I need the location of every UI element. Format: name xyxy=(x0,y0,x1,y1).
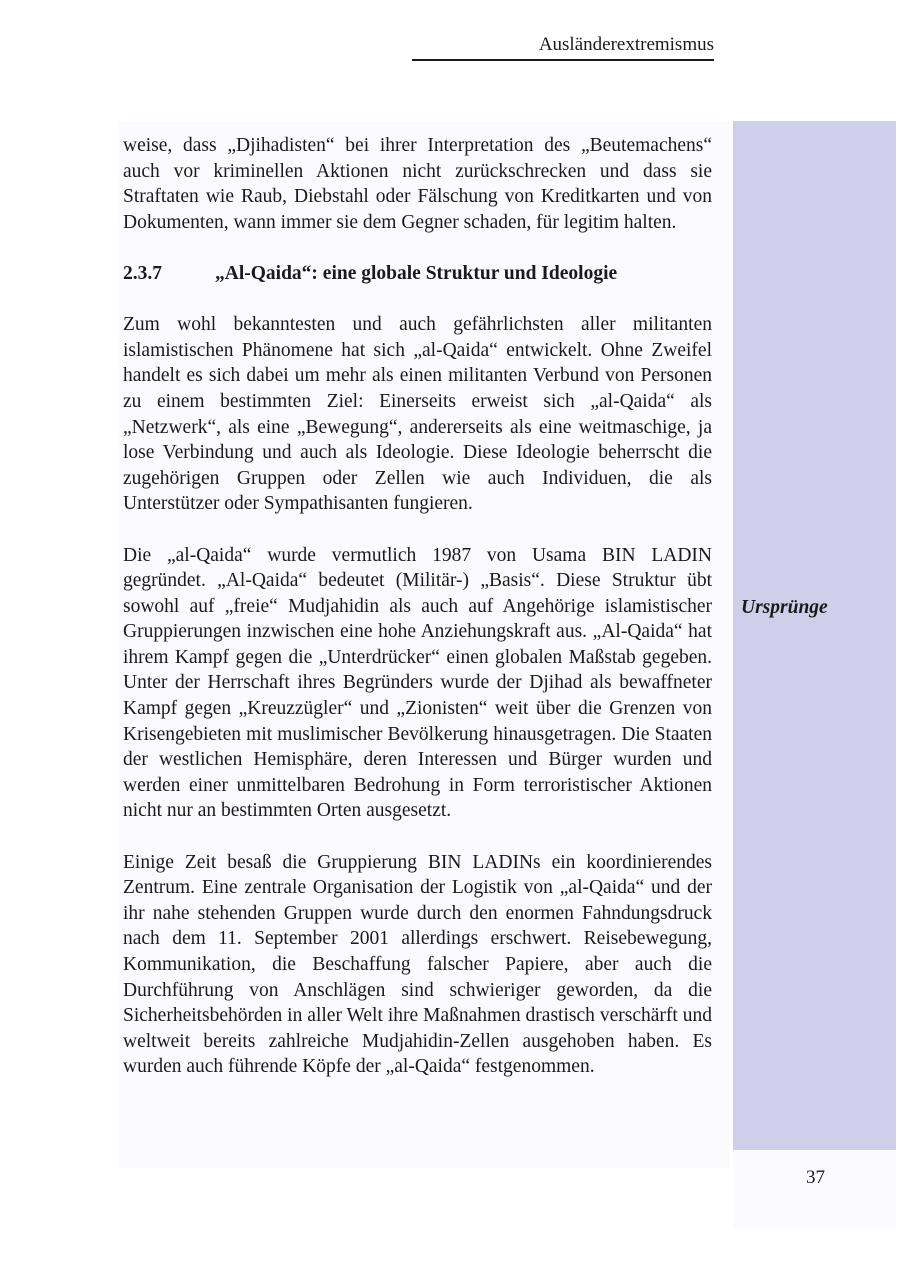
paragraph-2: Zum wohl bekanntesten und auch gefährlichsten aller militanten islamistischen Phänomene hat sich „al-Qaida“ entwickelt. Ohne Zweifel handelt es sich dabei um mehr als einen militanten Verbund von Personen zu einem bestimmten Ziel: Einerseits erweist sich „al-Qaida“ als „Netzwerk“, als eine „Bewegung“, andererseits als eine weitmaschige, ja lose Verbindung und auch als Ideologie. Diese Ideologie beherrscht die zugehörigen Gruppen oder Zellen wie auch Individuen, die als Unterstützer oder Sympathisanten fungieren. xyxy=(123,314,712,515)
page-number: 37 xyxy=(806,1167,825,1188)
section-title: „Al-Qaida“: eine globale Struktur und Ideologie xyxy=(215,262,618,284)
body-text xyxy=(123,133,712,1106)
paragraph-4: Einige Zeit besaß die Gruppierung BIN LADINs ein koordinierendes Zentrum. Eine zentrale Organisation der Logistik von „al-Qaida“ und der ihr nahe stehenden Gruppen wurde durch den enormen Fahndungsdruck nach dem 11. September 2001 allerdings erschwert. Reisebewegung, Kommunikation, die Beschaffung falscher Papiere, aber auch die Durchführung von Anschlägen sind schwieriger geworden, da die Sicherheitsbehörden in aller Welt ihre Maßnahmen drastisch verschärft und weltweit bereits zahlreiche Mudjahidin-Zellen ausgehoben haben. Es wurden auch führende Köpfe der „al-Qaida“ festgenommen. xyxy=(123,851,712,1078)
section-heading xyxy=(123,261,712,287)
paragraph-1: weise, dass „Djihadisten“ bei ihrer Interpretation des „Beutemachens“ auch vor kriminellen Aktionen nicht zurückschrecken und dass sie Straftaten wie Raub, Diebstahl oder Fälschung von Kreditkarten und von Dokumenten, wann immer sie dem Gegner schaden, für legitim halten. xyxy=(123,135,712,233)
running-header-title: Ausländerextremismus xyxy=(538,34,714,55)
page-number-box xyxy=(733,1150,896,1230)
paragraph-3: Die „al-Qaida“ wurde vermutlich 1987 von Usama BIN LADIN gegründet. „Al-Qaida“ bedeutet (Militär-) „Basis“. Diese Struktur übt sowohl auf „freie“ Mudjahidin als auch auf Angehörige islamistischer Gruppierungen inzwischen eine hohe Anziehungskraft aus. „Al-Qaida“ hat ihrem Kampf gegen die „Unterdrücker“ einen globalen Maßstab gegeben. Unter der Herrschaft ihres Begründers wurde der Djihad als bewaffneter Kampf gegen „Kreuzzügler“ und „Zionisten“ weit über die Grenzen von Krisengebieten mit muslimischer Bevölkerung hinausgetragen. Die Staaten der westlichen Hemisphäre, deren Interessen und Bürger wurden und werden einer unmittelbaren Bedrohung in Form terroristischer Aktionen nicht nur an bestimmten Orten ausgesetzt. xyxy=(123,544,712,822)
margin-note-ursprunge: Ursprünge xyxy=(741,597,828,618)
margin-sidebar xyxy=(733,121,896,1150)
section-number: 2.3.7 xyxy=(123,262,162,284)
header-rule xyxy=(412,59,714,61)
